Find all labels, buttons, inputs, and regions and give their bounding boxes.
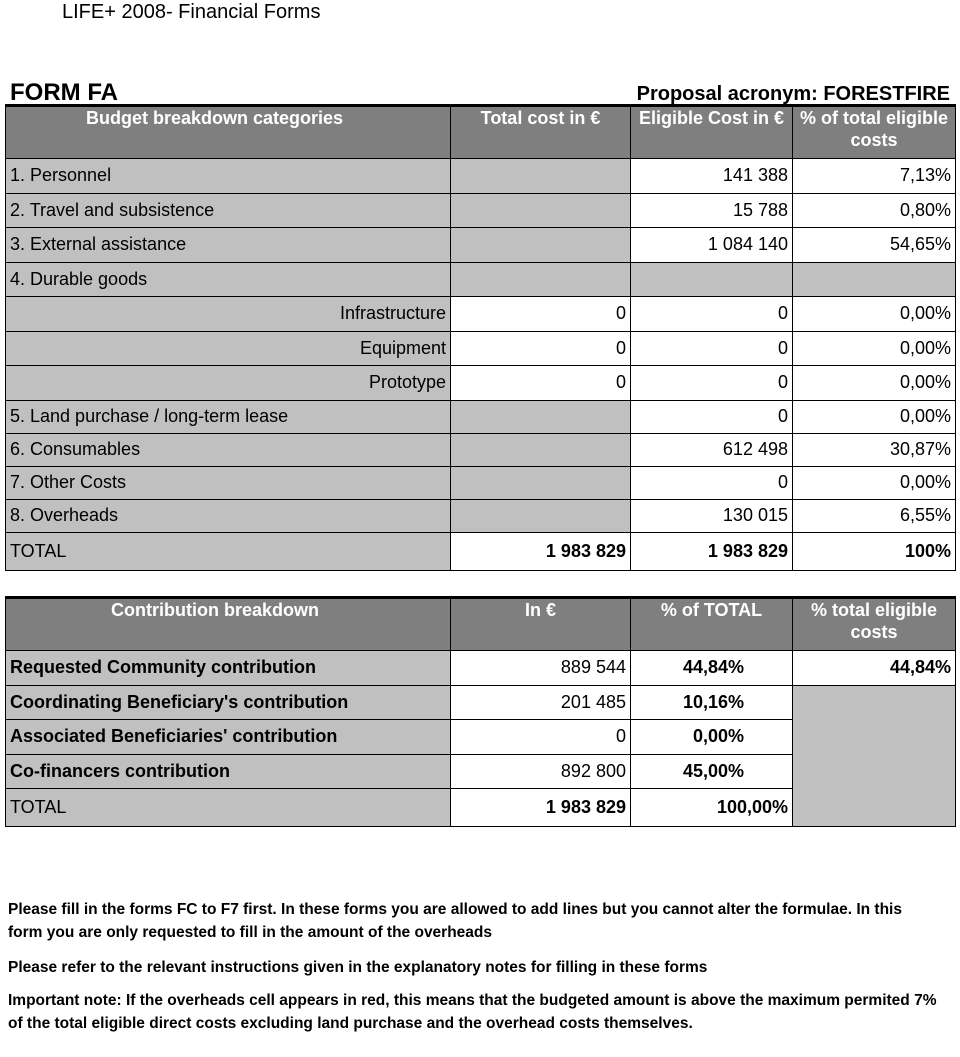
eligible-cost-cell: 141 388 [631, 159, 793, 194]
eligible-cost-cell: 0 [631, 366, 793, 401]
budget-row-land [6, 400, 956, 433]
pct-cell: 7,13% [793, 159, 956, 194]
budget-row-durable [6, 262, 956, 297]
row-label: 2. Travel and subsistence [6, 193, 451, 228]
row-label: Prototype [6, 366, 451, 401]
pct-cell: 0,00% [793, 331, 956, 366]
total-cost-cell [451, 262, 631, 297]
pct-cell: 0,00% [793, 366, 956, 401]
pct-total-cell: 100,00% [631, 789, 793, 827]
pct-cell: 54,65% [793, 228, 956, 263]
header-contribution-breakdown: Contribution breakdown [6, 598, 451, 651]
header-budget-categories: Budget breakdown categories [6, 106, 451, 159]
proposal-acronym: Proposal acronym: FORESTFIRE [636, 83, 950, 105]
budget-row-infrastructure [6, 297, 956, 332]
contribution-breakdown-table [5, 596, 956, 827]
header-in-eur: In € [451, 598, 631, 651]
budget-breakdown-table [5, 104, 956, 571]
pct-cell [793, 262, 956, 297]
eligible-cost-cell: 612 498 [631, 433, 793, 466]
pct-total-cell: 10,16% [631, 685, 793, 720]
amount-cell: 0 [451, 720, 631, 755]
eligible-cost-cell: 1 084 140 [631, 228, 793, 263]
pct-total-cell: 0,00% [631, 720, 793, 755]
budget-row-equipment [6, 331, 956, 366]
budget-row-other [6, 466, 956, 499]
amount-cell: 892 800 [451, 754, 631, 789]
pct-eligible-cell: 44,84% [793, 651, 956, 686]
amount-cell: 889 544 [451, 651, 631, 686]
overheads-input-cell[interactable]: 130 015 [631, 499, 793, 532]
note-refer-instructions: Please refer to the relevant instructions given in the explanatory notes for filling in these forms [8, 959, 708, 976]
row-label: Equipment [6, 331, 451, 366]
amount-cell: 1 983 829 [451, 789, 631, 827]
total-cost-cell: 0 [451, 297, 631, 332]
eligible-cost-cell: 0 [631, 400, 793, 433]
budget-row-consumables [6, 433, 956, 466]
note-overheads-warning: Important note: If the overheads cell appears in red, this means that the budgeted amount is above the maximum permited 7% of the total eligible direct costs excluding land purchase and the overhead costs themselves. [8, 992, 937, 1032]
header-pct-total: % of TOTAL [631, 598, 793, 651]
budget-row-travel [6, 193, 956, 228]
pct-cell: 100% [793, 532, 956, 570]
pct-eligible-blank [793, 685, 956, 827]
eligible-cost-cell: 1 983 829 [631, 532, 793, 570]
eligible-cost-cell: 0 [631, 466, 793, 499]
pct-cell: 0,00% [793, 400, 956, 433]
row-label: 5. Land purchase / long-term lease [6, 400, 451, 433]
pct-total-cell: 45,00% [631, 754, 793, 789]
budget-row-personnel [6, 159, 956, 194]
amount-cell: 201 485 [451, 685, 631, 720]
total-cost-cell [451, 466, 631, 499]
budget-row-prototype [6, 366, 956, 401]
budget-row-external [6, 228, 956, 263]
row-label: Co-financers contribution [6, 754, 451, 789]
budget-header-row [6, 106, 956, 159]
row-label: 1. Personnel [6, 159, 451, 194]
pct-total-cell: 44,84% [631, 651, 793, 686]
row-label: TOTAL [6, 789, 451, 827]
contribution-row-coordinating [6, 685, 956, 720]
form-title: FORM FA [10, 79, 118, 106]
note-fill-forms: Please fill in the forms FC to F7 first. In these forms you are allowed to add lines but you cannot alter the formulae. In this form you are only requested to fill in the amount of the overheads [8, 901, 902, 941]
total-cost-cell [451, 193, 631, 228]
pct-cell: 0,00% [793, 297, 956, 332]
header-eligible-cost: Eligible Cost in € [631, 106, 793, 159]
total-cost-cell [451, 499, 631, 532]
row-label: TOTAL [6, 532, 451, 570]
total-cost-cell [451, 433, 631, 466]
eligible-cost-cell [631, 262, 793, 297]
contribution-row-community [6, 651, 956, 686]
total-cost-cell: 0 [451, 366, 631, 401]
total-cost-cell [451, 228, 631, 263]
row-label: Associated Beneficiaries' contribution [6, 720, 451, 755]
contribution-header-row [6, 598, 956, 651]
budget-row-total [6, 532, 956, 570]
row-label: 4. Durable goods [6, 262, 451, 297]
eligible-cost-cell: 15 788 [631, 193, 793, 228]
row-label: Infrastructure [6, 297, 451, 332]
total-cost-cell: 0 [451, 331, 631, 366]
eligible-cost-cell: 0 [631, 297, 793, 332]
header-pct-eligible: % total eligible costs [793, 598, 956, 651]
total-cost-cell: 1 983 829 [451, 532, 631, 570]
total-cost-cell [451, 159, 631, 194]
pct-cell: 30,87% [793, 433, 956, 466]
header-pct-eligible: % of total eligible costs [793, 106, 956, 159]
total-cost-cell [451, 400, 631, 433]
header-total-cost: Total cost in € [451, 106, 631, 159]
pct-cell: 0,80% [793, 193, 956, 228]
row-label: Requested Community contribution [6, 651, 451, 686]
page-header: LIFE+ 2008- Financial Forms [62, 1, 321, 23]
row-label: Coordinating Beneficiary's contribution [6, 685, 451, 720]
row-label: 7. Other Costs [6, 466, 451, 499]
pct-cell: 0,00% [793, 466, 956, 499]
pct-cell: 6,55% [793, 499, 956, 532]
row-label: 6. Consumables [6, 433, 451, 466]
row-label: 8. Overheads [6, 499, 451, 532]
row-label: 3. External assistance [6, 228, 451, 263]
eligible-cost-cell: 0 [631, 331, 793, 366]
budget-row-overheads [6, 499, 956, 532]
